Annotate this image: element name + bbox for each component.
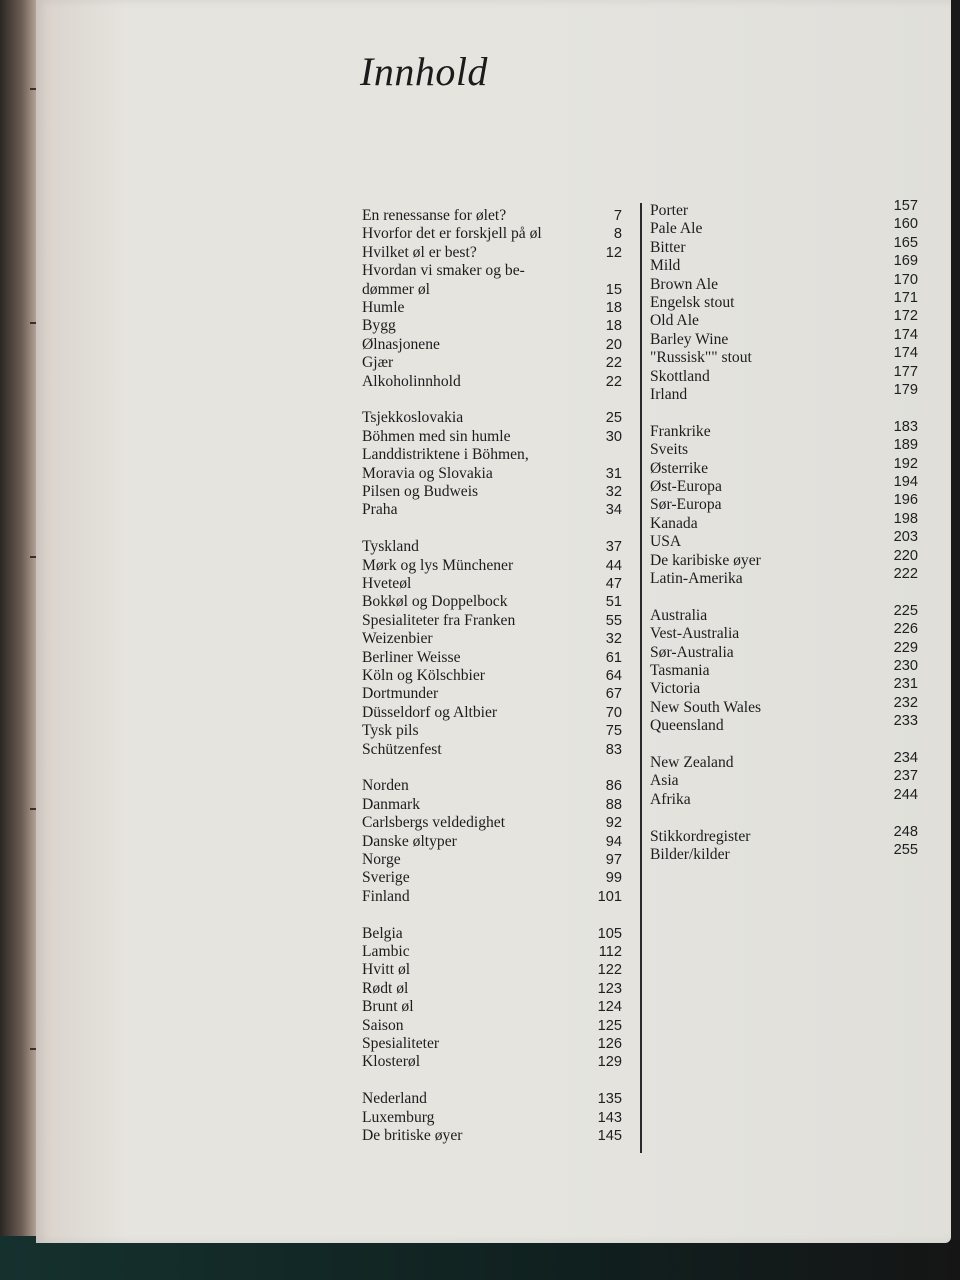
toc-entry-title: Hvitt øl [362, 961, 411, 979]
binding-hole [30, 88, 36, 90]
toc-entry-title: Old Ale [650, 312, 699, 330]
toc-page-number: 231 [893, 676, 918, 693]
toc-entry [650, 842, 918, 864]
toc-page-number: 37 [605, 539, 622, 556]
toc-entry-title: Skottland [650, 367, 710, 385]
toc-section [650, 198, 918, 404]
binding-hole [30, 808, 36, 810]
toc-page-number: 32 [605, 483, 622, 500]
toc-entry-title: Engelsk stout [650, 293, 735, 311]
toc-entry-title: Spesialiteter [362, 1035, 440, 1053]
toc-entry [650, 473, 918, 496]
toc-page-number: 237 [893, 768, 918, 785]
toc-entry-title: Mørk og lys Münchener [362, 556, 514, 574]
toc-section [650, 602, 918, 736]
toc-entry-title: Mild [650, 257, 681, 275]
toc-entry-title: Ølnasjonene [362, 335, 440, 353]
toc-entry [650, 786, 918, 809]
toc-entry [362, 483, 622, 501]
toc-page-number: 22 [605, 373, 622, 390]
toc-entry-title: Danske øltyper [362, 832, 457, 850]
toc-entry [650, 657, 918, 680]
toc-entry [362, 244, 622, 262]
toc-entry-title: Kanada [650, 514, 698, 532]
toc-entry [362, 557, 622, 575]
toc-page-number: 25 [605, 410, 622, 427]
toc-page-number: 222 [893, 565, 918, 582]
toc-page-number: 31 [605, 465, 622, 482]
toc-entry-title: Finland [362, 887, 410, 905]
toc-entry [362, 373, 622, 391]
toc-entry-title: Humle [362, 298, 405, 316]
toc-entry-title: Victoria [650, 680, 701, 698]
toc-section [650, 418, 918, 589]
toc-page-number: 18 [605, 299, 622, 316]
toc-page-number: 44 [605, 557, 622, 574]
toc-page-number: 234 [893, 750, 918, 767]
toc-entry [362, 667, 622, 685]
toc-entry-title: Afrika [650, 790, 691, 808]
background-left-edge [0, 0, 40, 1280]
toc-page-number: 105 [597, 925, 622, 942]
toc-entry [362, 961, 622, 979]
toc-entry [362, 428, 622, 446]
toc-page-number: 94 [605, 833, 622, 850]
toc-entry-title: Bokkøl og Doppelbock [362, 593, 508, 611]
toc-entry-title: Porter [650, 202, 689, 219]
toc-page-number: 145 [597, 1128, 622, 1145]
toc-section [362, 207, 622, 391]
toc-page-number: 101 [597, 888, 622, 905]
toc-left-column [362, 207, 622, 1164]
toc-page-number: 165 [893, 234, 918, 251]
toc-page-number: 61 [605, 649, 622, 666]
binding-hole [30, 556, 36, 558]
toc-entry [650, 326, 918, 349]
toc-page-number: 67 [605, 686, 622, 703]
toc-page-number: 172 [893, 308, 918, 325]
toc-page-number: 169 [893, 253, 918, 270]
toc-entry-title: Düsseldorf og Altbier [362, 703, 498, 721]
toc-entry-title: Sverige [362, 869, 410, 887]
toc-entry-title: Tsjekkoslovakia [362, 409, 464, 427]
toc-page-number: 203 [893, 529, 918, 546]
toc-entry-title: Landdistriktene i Böhmen, [362, 446, 529, 464]
toc-entry [362, 888, 622, 906]
toc-page-number: 170 [893, 271, 918, 288]
toc-entry [362, 833, 622, 851]
toc-entry-title: Praha [362, 501, 398, 519]
toc-entry [362, 814, 622, 832]
toc-entry-title: De karibiske øyer [650, 551, 761, 569]
toc-page-number: 244 [893, 786, 918, 803]
toc-page-number: 34 [605, 502, 622, 519]
toc-entry-title: Weizenbier [362, 630, 433, 648]
toc-entry-title: Latin-Amerika [650, 569, 743, 587]
toc-page-number: 125 [597, 1017, 622, 1034]
toc-entry-title: Rødt øl [362, 979, 409, 997]
binding-hole [30, 1048, 36, 1050]
toc-page-number: 229 [893, 639, 918, 656]
toc-entry-title: Gjær [362, 354, 394, 372]
toc-entry-title: Pale Ale [650, 220, 703, 238]
toc-entry [650, 676, 918, 698]
toc-entry [362, 299, 622, 317]
toc-page-number: 86 [605, 778, 622, 795]
toc-entry-title: Sveits [650, 441, 689, 459]
toc-entry-title: Bitter [650, 238, 686, 256]
toc-entry-title: Köln og Kölschbier [362, 666, 485, 684]
toc-entry [362, 1017, 622, 1035]
toc-entry [362, 612, 622, 630]
toc-entry [650, 253, 918, 275]
toc-entry [650, 345, 918, 367]
toc-entry-title: "Russisk"" stout [650, 349, 752, 367]
toc-entry-title: USA [650, 533, 682, 551]
toc-page-number: 183 [893, 418, 918, 435]
toc-entry-title: Stikkordregister [650, 827, 751, 845]
toc-entry [650, 492, 918, 514]
toc-page-number: 123 [597, 980, 622, 997]
column-divider [640, 203, 642, 1153]
toc-entry-title: Australia [650, 606, 708, 624]
toc-entry [362, 1127, 622, 1145]
toc-page-number: 135 [597, 1091, 622, 1108]
toc-entry-title: dømmer øl [362, 280, 430, 298]
toc-entry-title: Hveteøl [362, 575, 412, 593]
toc-entry [362, 741, 622, 759]
toc-page-number: 8 [613, 226, 622, 243]
toc-page-number: 12 [605, 244, 622, 261]
toc-entry-title: Tasmania [650, 661, 710, 679]
toc-page-number: 124 [597, 999, 622, 1016]
toc-entry-title: Østerrike [650, 459, 709, 477]
toc-entry [362, 409, 622, 427]
toc-entry [650, 271, 918, 294]
toc-page-number: 51 [605, 594, 622, 611]
toc-page-number: 232 [893, 694, 918, 711]
toc-entry-title: Barley Wine [650, 330, 729, 348]
toc-page-number: 30 [605, 428, 622, 445]
toc-section [650, 823, 918, 865]
toc-entry-title: Berliner Weisse [362, 648, 461, 666]
toc-entry [362, 869, 622, 887]
toc-entry [650, 768, 918, 790]
toc-page-number: 225 [893, 602, 918, 619]
toc-page-number: 112 [598, 944, 622, 961]
toc-entry-title: Vest-Australia [650, 625, 740, 643]
toc-page-number: 92 [605, 815, 622, 832]
toc-entry [650, 694, 918, 717]
toc-entry [362, 685, 622, 703]
toc-entry-title: Hvorfor det er forskjell på øl [362, 225, 542, 243]
toc-entry [650, 529, 918, 551]
toc-entry [362, 317, 622, 335]
toc-entry [362, 336, 622, 354]
toc-entry [362, 722, 622, 740]
toc-entry [362, 1109, 622, 1127]
toc-entry-title: Belgia [362, 924, 403, 942]
toc-entry-title: Nederland [362, 1090, 427, 1108]
page-title: Innhold [360, 49, 488, 94]
toc-entry [362, 925, 622, 943]
toc-entry [362, 225, 622, 243]
toc-entry-title: De britiske øyer [362, 1127, 463, 1145]
toc-entry [362, 796, 622, 814]
toc-entry-title: Irland [650, 385, 688, 403]
toc-entry [362, 538, 622, 556]
toc-entry-title: Dortmunder [362, 685, 439, 703]
toc-page-number: 99 [605, 870, 622, 887]
toc-entry [650, 547, 918, 570]
toc-entry [650, 455, 918, 478]
toc-page-number: 220 [893, 547, 918, 564]
toc-entry [362, 354, 622, 372]
toc-entry [650, 565, 918, 588]
toc-page-number: 230 [893, 657, 918, 674]
toc-entry [362, 649, 622, 667]
toc-page-number: 174 [893, 326, 918, 343]
toc-page-number: 88 [605, 796, 622, 813]
toc-entry-title: Klosterøl [362, 1053, 421, 1071]
toc-entry [362, 980, 622, 998]
toc-entry-title: Moravia og Slovakia [362, 464, 493, 482]
toc-page-number: 122 [597, 962, 622, 979]
toc-entry [362, 1053, 622, 1071]
toc-entry-title: Øst-Europa [650, 477, 722, 495]
toc-page-number: 22 [605, 355, 622, 372]
toc-page-number: 189 [893, 437, 918, 454]
toc-page-number: 32 [605, 631, 622, 648]
toc-entry [362, 262, 622, 280]
toc-entry [362, 465, 622, 483]
toc-section [362, 777, 622, 906]
toc-entry [362, 998, 622, 1016]
toc-entry-title: Norden [362, 777, 409, 795]
toc-page-number: 143 [597, 1109, 622, 1126]
toc-section [362, 925, 622, 1072]
toc-entry [362, 851, 622, 869]
toc-entry-title: Luxemburg [362, 1108, 435, 1126]
toc-entry [362, 281, 622, 299]
toc-entry-title: Bilder/kilder [650, 846, 730, 864]
toc-entry-title: Bygg [362, 317, 396, 335]
toc-entry [650, 639, 918, 662]
toc-entry-title: Brown Ale [650, 275, 719, 293]
toc-entry-title: Frankrike [650, 422, 711, 440]
toc-section [362, 538, 622, 759]
toc-entry-title: Danmark [362, 795, 421, 813]
toc-entry-title: Sør-Europa [650, 496, 722, 514]
toc-entry [650, 437, 918, 459]
toc-entry [362, 501, 622, 519]
toc-entry [362, 446, 622, 464]
toc-page-number: 160 [893, 216, 918, 233]
toc-entry-title: Böhmen med sin humle [362, 427, 511, 445]
toc-entry-title: Queensland [650, 717, 724, 735]
toc-page-number: 126 [597, 1036, 622, 1053]
toc-entry [362, 1035, 622, 1053]
toc-entry-title: Alkoholinnhold [362, 372, 461, 390]
toc-page-number: 7 [613, 208, 622, 224]
toc-page-number: 174 [893, 345, 918, 362]
toc-page-number: 75 [605, 723, 622, 740]
toc-page-number: 157 [893, 198, 918, 214]
toc-page-number: 177 [893, 363, 918, 380]
toc-page-number: 83 [605, 741, 622, 758]
toc-entry-title: Pilsen og Budweis [362, 482, 479, 500]
toc-entry [650, 713, 918, 735]
toc-entry-title: Tyskland [362, 538, 419, 556]
toc-page-number: 196 [893, 492, 918, 509]
toc-entry [650, 823, 918, 846]
toc-page-number: 171 [893, 289, 918, 306]
toc-page-number: 20 [605, 336, 622, 353]
toc-entry-title: Tysk pils [362, 722, 419, 740]
toc-entry [650, 234, 918, 257]
toc-entry-title: Spesialiteter fra Franken [362, 611, 516, 629]
toc-entry [650, 289, 918, 312]
toc-entry [650, 363, 918, 386]
toc-entry [650, 418, 918, 441]
toc-entry-title: Asia [650, 772, 679, 790]
toc-entry [362, 630, 622, 648]
toc-entry [650, 602, 918, 625]
toc-page-number: 226 [893, 621, 918, 638]
toc-page-number: 15 [605, 281, 622, 298]
toc-entry-title: Saison [362, 1016, 404, 1034]
toc-entry [650, 750, 918, 772]
toc-page-number: 248 [893, 823, 918, 840]
toc-entry-title: Schützenfest [362, 740, 442, 758]
toc-right-column [650, 198, 918, 883]
toc-entry [650, 510, 918, 533]
toc-page-number: 64 [605, 667, 622, 684]
toc-entry [362, 575, 622, 593]
toc-page-number: 47 [605, 576, 622, 593]
toc-page-number: 192 [893, 455, 918, 472]
toc-entry [362, 1090, 622, 1108]
toc-page-number: 55 [605, 612, 622, 629]
toc-entry [650, 216, 918, 238]
toc-entry-title: Hvilket øl er best? [362, 243, 477, 261]
toc-entry [362, 593, 622, 611]
toc-entry [362, 704, 622, 722]
toc-entry [650, 621, 918, 643]
toc-page-number: 129 [597, 1054, 622, 1071]
toc-page-number: 97 [605, 852, 622, 868]
toc-entry [362, 207, 622, 225]
toc-section [650, 750, 918, 809]
toc-page-number: 255 [893, 842, 918, 859]
toc-entry [362, 777, 622, 795]
binding-hole [30, 322, 36, 324]
toc-entry-title: New South Wales [650, 698, 762, 716]
toc-entry-title: New Zealand [650, 754, 734, 772]
toc-page-number: 233 [893, 713, 918, 730]
toc-entry-title: Norge [362, 851, 401, 868]
toc-entry-title: Carlsbergs veldedighet [362, 814, 506, 832]
toc-page-number: 179 [893, 381, 918, 398]
toc-page-number: 18 [605, 318, 622, 335]
toc-page-number: 70 [605, 704, 622, 721]
toc-entry-title: Brunt øl [362, 998, 414, 1016]
toc-entry-title: En renessanse for ølet? [362, 207, 507, 224]
toc-entry-title: Lambic [362, 943, 410, 961]
toc-page-number: 194 [893, 473, 918, 490]
toc-entry [650, 198, 918, 220]
toc-section [362, 1090, 622, 1145]
toc-entry-title: Hvordan vi smaker og be- [362, 262, 525, 280]
toc-page-number: 198 [893, 510, 918, 527]
toc-entry [650, 308, 918, 330]
toc-section [362, 409, 622, 519]
toc-entry [362, 943, 622, 961]
toc-entry-title: Sør-Australia [650, 643, 734, 661]
toc-entry [650, 381, 918, 404]
